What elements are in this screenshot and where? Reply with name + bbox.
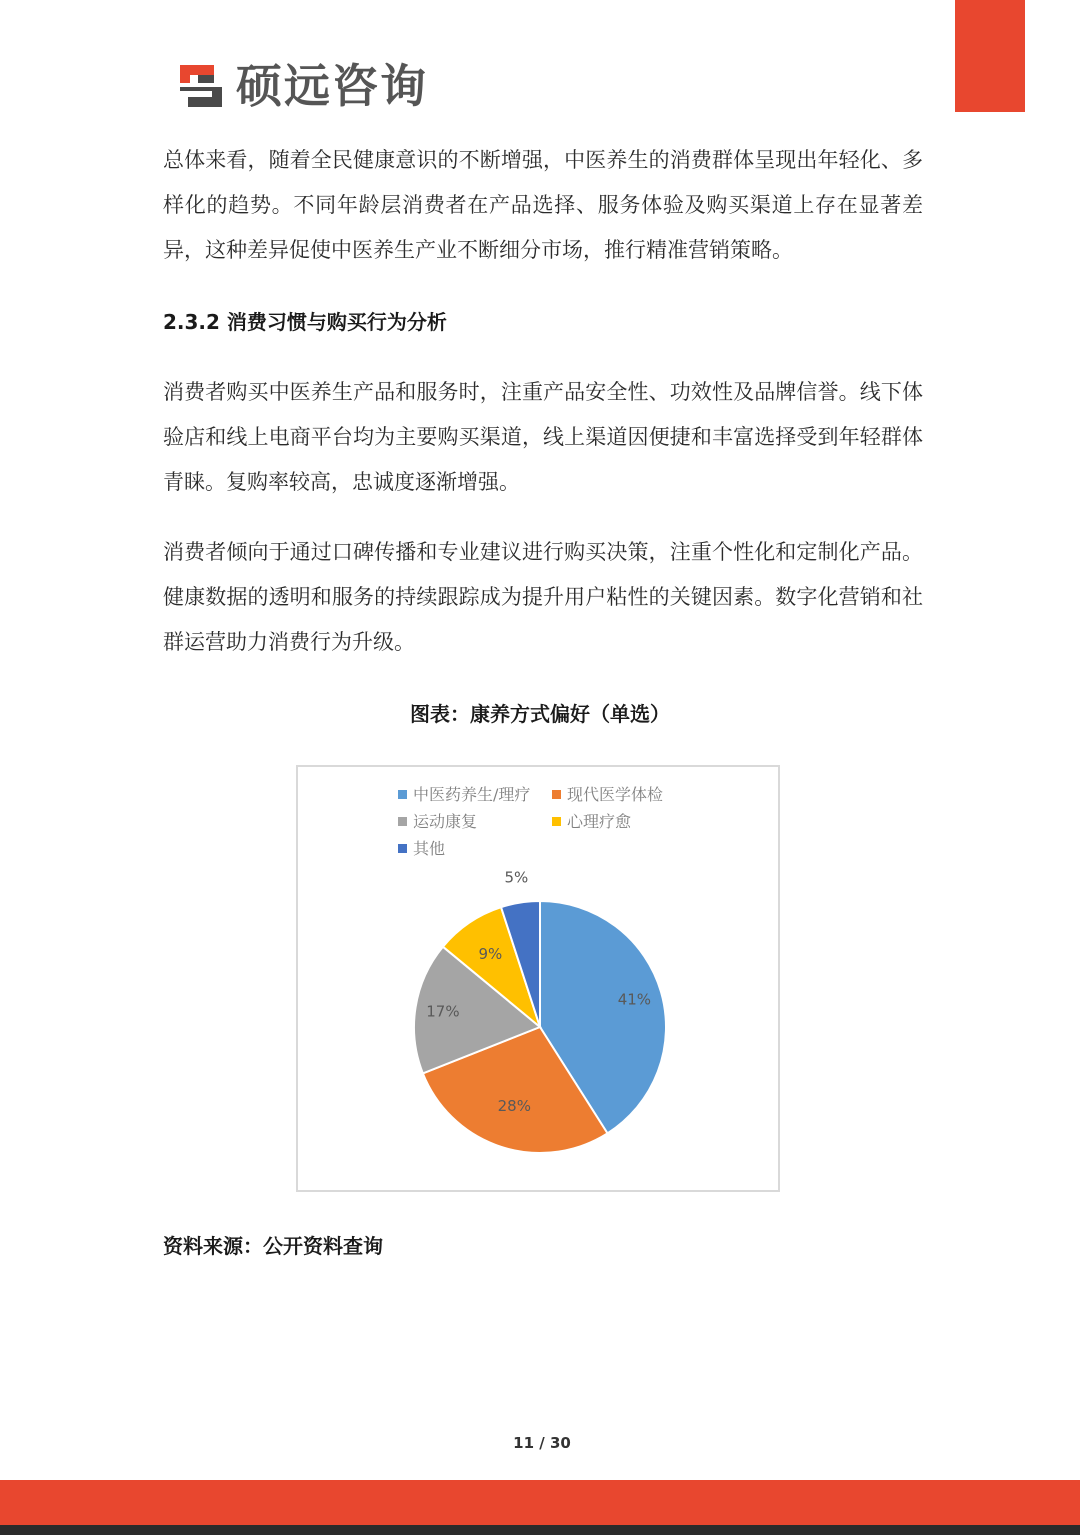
legend-swatch [552,790,561,799]
legend-label: 现代医学体检 [567,785,664,804]
section-heading: 2.3.2 消费习惯与购买行为分析 [163,310,447,334]
slice-data-label: 17% [426,1002,460,1021]
pie-chart [298,767,778,1190]
logo-mark-icon [176,61,226,111]
decision-paragraph: 消费者倾向于通过口碑传播和专业建议进行购买决策，注重个性化和定制化产品。健康数据的透明和服务的持续跟踪成为提升用户粘性的关键因素。数字化营销和社群运营助力消费行为升级。 [163,540,923,654]
legend-swatch [552,817,561,826]
legend-swatch [398,844,407,853]
slice-data-label: 9% [478,945,503,964]
footer-accent-bar [0,1480,1080,1525]
slice-data-label: 5% [504,868,529,887]
footer-dark-strip [0,1525,1080,1535]
legend-label: 运动康复 [413,812,478,831]
data-source: 资料来源：公开资料查询 [163,1234,383,1258]
legend-label: 心理疗愈 [567,812,632,831]
slice-data-label: 28% [497,1097,531,1116]
corner-accent-tab [955,0,1025,112]
figure-title: 图表：康养方式偏好（单选） [410,702,670,726]
legend-swatch [398,790,407,799]
purchase-paragraph: 消费者购买中医养生产品和服务时，注重产品安全性、功效性及品牌信誉。线下体验店和线上电商平台均为主要购买渠道，线上渠道因便捷和丰富选择受到年轻群体青睐。复购率较高，忠诚度逐渐增强。 [163,380,923,494]
legend-label: 其他 [413,839,446,858]
intro-paragraph: 总体来看，随着全民健康意识的不断增强，中医养生的消费群体呈现出年轻化、多样化的趋势。不同年龄层消费者在产品选择、服务体验及购买渠道上存在显著差异，这种差异促使中医养生产业不断细分市场，推行精准营销策略。 [163,148,923,262]
pie-chart-frame [296,765,780,1192]
legend-swatch [398,817,407,826]
company-name: 硕远咨询 [236,59,428,113]
page-number: 11 / 30 [513,1434,571,1452]
legend-label: 中医药养生/理疗 [413,785,531,804]
slice-data-label: 41% [617,990,652,1009]
company-logo [176,58,428,114]
